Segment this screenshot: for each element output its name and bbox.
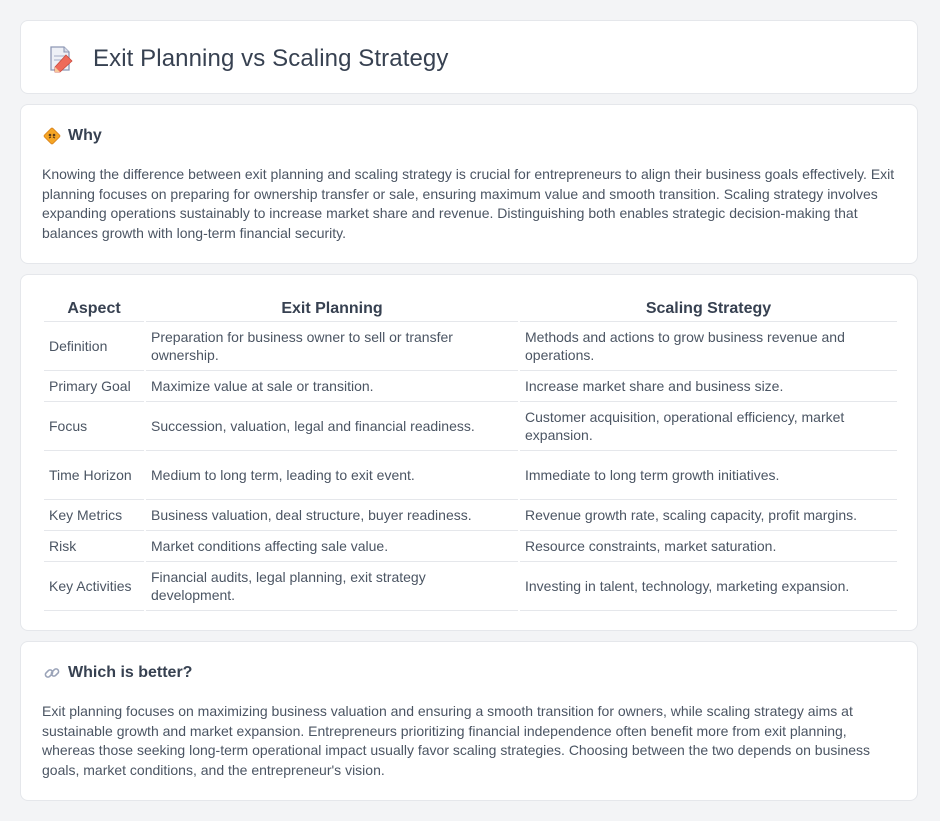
which-is-better-section [20, 641, 918, 801]
row-exit-planning: Medium to long term, leading to exit event. [146, 451, 518, 500]
why-heading-row [43, 127, 102, 145]
comparison-table [42, 295, 899, 611]
table-row [44, 562, 897, 611]
comparison-card [20, 274, 918, 631]
page-title: Exit Planning vs Scaling Strategy [93, 45, 449, 72]
row-aspect: Risk [44, 531, 144, 562]
table-row [44, 322, 897, 371]
header-aspect: Aspect [44, 295, 144, 322]
row-exit-planning: Preparation for business owner to sell or transfer ownership. [146, 322, 518, 371]
better-heading-row [43, 664, 192, 682]
header-exit-planning: Exit Planning [146, 295, 518, 322]
row-scaling-strategy: Revenue growth rate, scaling capacity, profit margins. [520, 500, 897, 531]
row-exit-planning: Market conditions affecting sale value. [146, 531, 518, 562]
link-icon [43, 664, 61, 682]
row-exit-planning: Financial audits, legal planning, exit strategy development. [146, 562, 518, 611]
row-aspect: Definition [44, 322, 144, 371]
table-row [44, 500, 897, 531]
row-exit-planning: Succession, valuation, legal and financial readiness. [146, 402, 518, 451]
row-aspect: Focus [44, 402, 144, 451]
table-header-row [44, 295, 897, 322]
header-scaling-strategy: Scaling Strategy [520, 295, 897, 322]
title-card [20, 20, 918, 94]
row-exit-planning: Business valuation, deal structure, buyer readiness. [146, 500, 518, 531]
title-row [45, 45, 448, 73]
why-text: Knowing the difference between exit planning and scaling strategy is crucial for entrepreneurs to align their business goals effectively. Exit planning focuses on preparing for ownership transfer or sale, ensuring maximum value and smooth transition. Scaling strategy involves expanding operations sustainably to increase market share and revenue. Distinguishing both enables strategic decision-making that balances growth with long-term financial security. [42, 166, 895, 241]
row-aspect: Time Horizon [44, 451, 144, 500]
document-pencil-icon [45, 45, 75, 73]
row-exit-planning: Maximize value at sale or transition. [146, 371, 518, 402]
row-scaling-strategy: Investing in talent, technology, marketing expansion. [520, 562, 897, 611]
why-heading: Why [68, 127, 102, 144]
row-scaling-strategy: Resource constraints, market saturation. [520, 531, 897, 562]
row-aspect: Key Metrics [44, 500, 144, 531]
row-scaling-strategy: Customer acquisition, operational efficiency, market expansion. [520, 402, 897, 451]
why-section [20, 104, 918, 264]
diamond-sign-icon [43, 127, 61, 145]
better-heading: Which is better? [68, 664, 193, 681]
row-aspect: Primary Goal [44, 371, 144, 402]
table-row [44, 451, 897, 500]
table-row [44, 371, 897, 402]
row-scaling-strategy: Increase market share and business size. [520, 371, 897, 402]
row-scaling-strategy: Methods and actions to grow business revenue and operations. [520, 322, 897, 371]
table-row [44, 402, 897, 451]
better-text: Exit planning focuses on maximizing business valuation and ensuring a smooth transition for owners, while scaling strategy aims at sustainable growth and market expansion. Entrepreneurs prioritizing financial independence often benefit more from exit planning, whereas those seeking long-term operational impact usually favor scaling strategies. Choosing between the two depends on business goals, market conditions, and the entrepreneur's vision. [42, 703, 871, 778]
row-aspect: Key Activities [44, 562, 144, 611]
table-row [44, 531, 897, 562]
row-scaling-strategy: Immediate to long term growth initiatives. [520, 451, 897, 500]
